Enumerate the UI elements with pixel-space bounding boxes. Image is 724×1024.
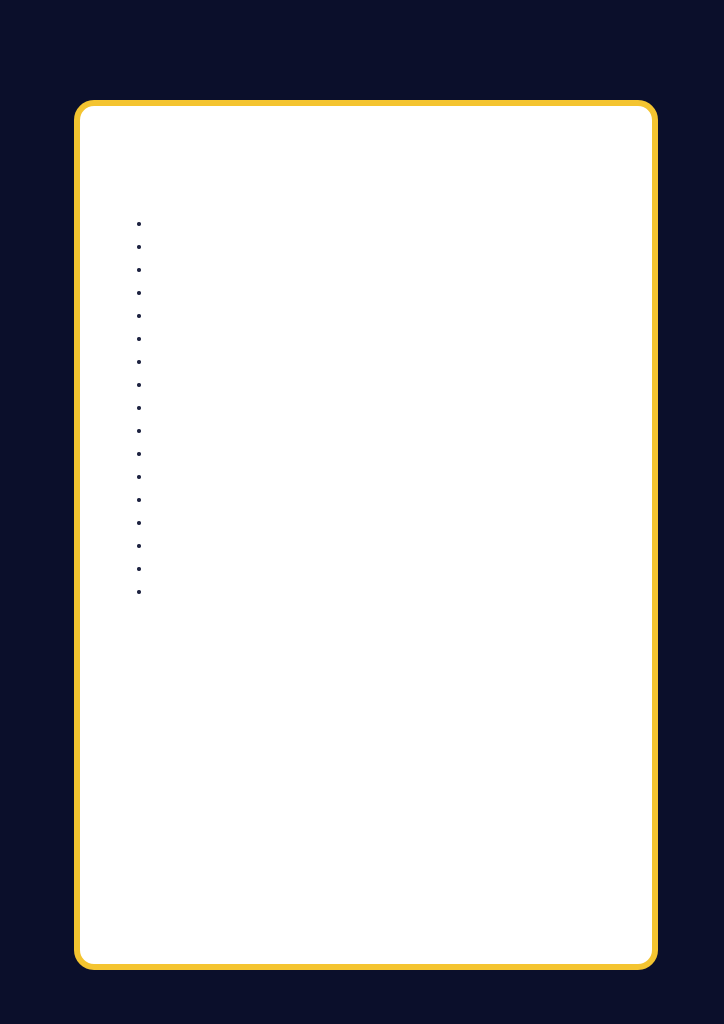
- list-item: [152, 396, 652, 419]
- list-item: [152, 235, 652, 258]
- list-item: [152, 350, 652, 373]
- list-item: [152, 419, 652, 442]
- list-item: [152, 373, 652, 396]
- list-item: [152, 281, 652, 304]
- list-item: [152, 212, 652, 235]
- list-item: [152, 304, 652, 327]
- list-item: [152, 465, 652, 488]
- list-item: [152, 258, 652, 281]
- list-item: [152, 327, 652, 350]
- list-item: [152, 511, 652, 534]
- list-item: [152, 557, 652, 580]
- list-item: [152, 442, 652, 465]
- list-item: [152, 534, 652, 557]
- list-item: [152, 580, 652, 603]
- supply-list: [134, 212, 652, 603]
- list-item: [152, 488, 652, 511]
